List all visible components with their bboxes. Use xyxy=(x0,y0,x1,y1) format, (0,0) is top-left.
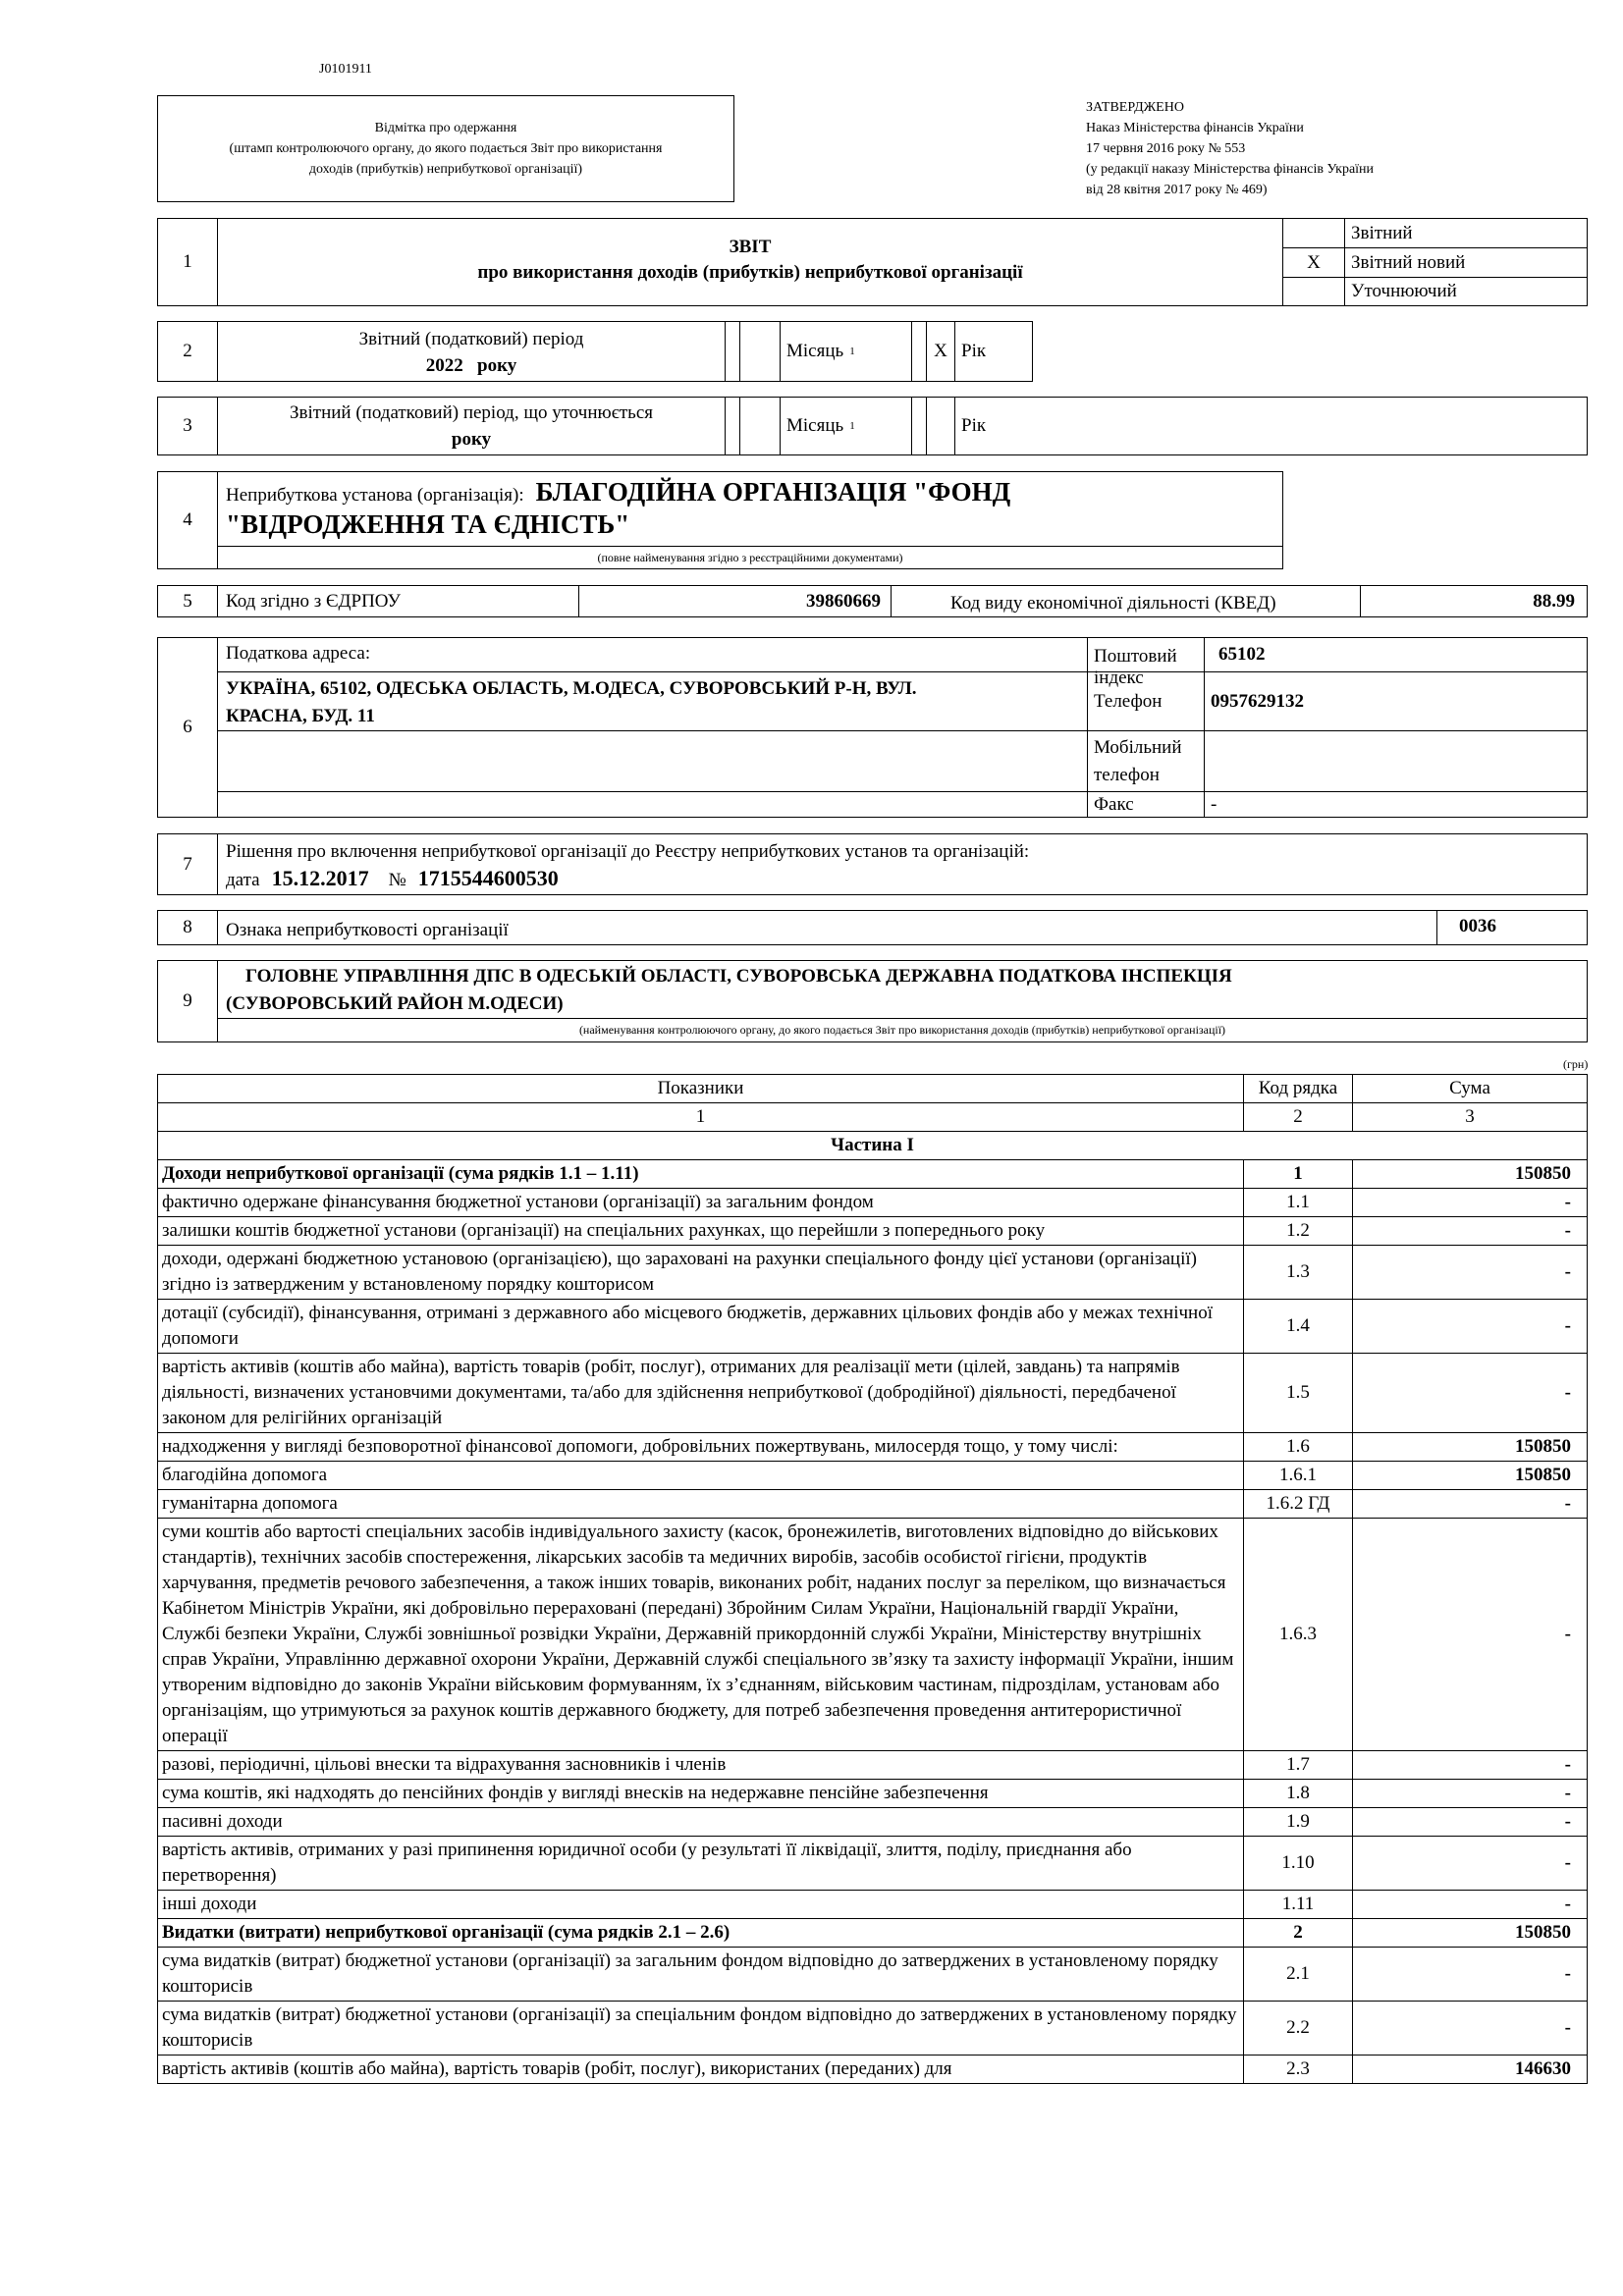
row-code: 1.9 xyxy=(1244,1808,1353,1837)
row-4-num: 4 xyxy=(157,471,218,569)
row-sum: 150850 xyxy=(1353,1433,1588,1462)
row-code: 1.7 xyxy=(1244,1751,1353,1780)
period-year: 2022 xyxy=(425,355,463,376)
table-row xyxy=(158,1246,1588,1300)
row-indicator: пасивні доходи xyxy=(158,1808,1244,1837)
part-title: Частина І xyxy=(158,1132,1588,1160)
org-note: (повне найменування згідно з реєстраційними документами) xyxy=(217,546,1283,569)
row-1-num: 1 xyxy=(157,218,218,306)
kved-label: Код виду економічної діяльності (КВЕД) xyxy=(891,585,1361,617)
correction-month-label-cell xyxy=(780,397,912,455)
postal-value: 65102 xyxy=(1204,637,1588,672)
type-mark-3[interactable] xyxy=(1282,277,1345,306)
row-code: 2.2 xyxy=(1244,2002,1353,2056)
table-part-row xyxy=(158,1132,1588,1160)
row-sum: - xyxy=(1353,1246,1588,1300)
table-row xyxy=(158,1433,1588,1462)
row-indicator: інші доходи xyxy=(158,1891,1244,1919)
report-title: ЗВІТ xyxy=(729,237,772,257)
table-row xyxy=(158,1189,1588,1217)
row-indicator: дотації (субсидії), фінансування, отримані з державного або місцевого бюджетів, державних цільових фондів або у межах технічної допомоги xyxy=(158,1300,1244,1354)
row-indicator: сума видатків (витрат) бюджетної установи (організації) за спеціальним фондом відповідно до затверджених в установленому порядку кошторисів xyxy=(158,2002,1244,2056)
table-row xyxy=(158,1919,1588,1948)
row-indicator: сума коштів, які надходять до пенсійних фондів у вигляді внесків на недержавне пенсійне забезпечення xyxy=(158,1780,1244,1808)
row-sum: - xyxy=(1353,1490,1588,1519)
row-code: 1.3 xyxy=(1244,1246,1353,1300)
row-sum: - xyxy=(1353,1189,1588,1217)
table-row xyxy=(158,1891,1588,1919)
row-code: 1.6.3 xyxy=(1244,1519,1353,1751)
correction-period-label: Звітний (податковий) період, що уточнюється xyxy=(290,402,653,423)
row-indicator: вартість активів (коштів або майна), вартість товарів (робіт, послуг), використаних (переданих) для xyxy=(158,2056,1244,2084)
row-sum: - xyxy=(1353,1808,1588,1837)
mobile-label-line2: телефон xyxy=(1094,765,1160,785)
table-row xyxy=(158,1780,1588,1808)
row-code: 1.11 xyxy=(1244,1891,1353,1919)
edrpou-label: Код згідно з ЄДРПОУ xyxy=(217,585,579,617)
mobile-label-cell xyxy=(1087,730,1205,792)
address-line2: КРАСНА, БУД. 11 xyxy=(226,706,375,726)
form-code: J0101911 xyxy=(319,62,372,77)
registry-label: Рішення про включення неприбуткової організації до Реєстру неприбуткових установ та організацій: xyxy=(226,841,1030,862)
table-row xyxy=(158,1462,1588,1490)
nonprofit-value: 0036 xyxy=(1436,910,1588,945)
row-code: 1.5 xyxy=(1244,1354,1353,1433)
table-row xyxy=(158,1217,1588,1246)
table-row xyxy=(158,1300,1588,1354)
row-sum: 150850 xyxy=(1353,1462,1588,1490)
row-2-num: 2 xyxy=(157,321,218,382)
address-blank-1 xyxy=(217,730,1088,792)
row-sum: - xyxy=(1353,1780,1588,1808)
table-row xyxy=(158,2002,1588,2056)
org-name-line1: БЛАГОДІЙНА ОРГАНІЗАЦІЯ "ФОНД xyxy=(535,477,1011,507)
org-label: Неприбуткова установа (організація): xyxy=(226,485,524,506)
registry-cell xyxy=(217,833,1588,895)
row-sum: 150850 xyxy=(1353,1919,1588,1948)
row-code: 2.3 xyxy=(1244,2056,1353,2084)
type-label-2: Звітний новий xyxy=(1344,247,1588,278)
row-code: 1.10 xyxy=(1244,1837,1353,1891)
correction-sep xyxy=(725,397,740,455)
row-sum: - xyxy=(1353,1891,1588,1919)
type-label-3: Уточнюючий xyxy=(1344,277,1588,306)
row-code: 2 xyxy=(1244,1919,1353,1948)
postal-label: Поштовий індекс xyxy=(1087,637,1205,672)
table-row xyxy=(158,1160,1588,1189)
approved-line2: Наказ Міністерства фінансів України xyxy=(1086,121,1304,135)
indicators-table xyxy=(157,1074,1588,2084)
org-name-line2: "ВІДРОДЖЕННЯ ТА ЄДНІСТЬ" xyxy=(226,509,630,539)
table-header-num-row xyxy=(158,1103,1588,1132)
header-num-3: 3 xyxy=(1353,1103,1588,1132)
table-row xyxy=(158,1354,1588,1433)
table-row xyxy=(158,1837,1588,1891)
table-row xyxy=(158,1519,1588,1751)
row-5-num: 5 xyxy=(157,585,218,617)
month-box[interactable] xyxy=(739,321,781,382)
row-code: 1.1 xyxy=(1244,1189,1353,1217)
stamp-line1: Відмітка про одержання xyxy=(374,121,517,135)
row-indicator: разові, періодичні, цільові внески та відрахування засновників і членів xyxy=(158,1751,1244,1780)
row-code: 1.8 xyxy=(1244,1780,1353,1808)
period-cell xyxy=(217,321,726,382)
edrpou-value: 39860669 xyxy=(578,585,892,617)
row-indicator: доходи, одержані бюджетною установою (організацією), що зараховані на рахунки спеціального фонду цієї установи (організації) згідно із затвердженим у встановленому порядку кошторисом xyxy=(158,1246,1244,1300)
report-subtitle: про використання доходів (прибутків) неприбуткової організації xyxy=(477,262,1023,283)
period-label: Звітний (податковий) період xyxy=(358,329,584,349)
row-sum: - xyxy=(1353,1300,1588,1354)
kved-value: 88.99 xyxy=(1360,585,1588,617)
approved-line4: (у редакції наказу Міністерства фінансів України xyxy=(1086,162,1375,177)
period-year-suffix: року xyxy=(477,355,517,376)
row-indicator: фактично одержане фінансування бюджетної установи (організації) за загальним фондом xyxy=(158,1189,1244,1217)
stamp-line3: доходів (прибутків) неприбуткової організації) xyxy=(308,162,583,177)
tax-office-line2: (СУВОРОВСЬКИЙ РАЙОН М.ОДЕСИ) xyxy=(226,993,564,1014)
row-indicator: гуманітарна допомога xyxy=(158,1490,1244,1519)
registry-date-label: дата xyxy=(226,870,260,890)
tax-office-note: (найменування контролюючого органу, до якого подається Звіт про використання доходів (прибутків) неприбуткової організації) xyxy=(217,1018,1588,1042)
correction-month-label: Місяць xyxy=(786,415,844,436)
row-sum: - xyxy=(1353,1354,1588,1433)
header-num-1: 1 xyxy=(158,1103,1244,1132)
month-label: Місяць xyxy=(786,341,844,361)
row-code: 2.1 xyxy=(1244,1948,1353,2002)
month-sup: 1 xyxy=(849,346,855,357)
org-name-cell xyxy=(217,471,1283,547)
row-sum: - xyxy=(1353,1751,1588,1780)
nonprofit-label: Ознака неприбутковості організації xyxy=(217,910,1437,945)
table-row xyxy=(158,1751,1588,1780)
year-label: Рік xyxy=(954,321,1033,382)
row-indicator: вартість активів (коштів або майна), вартість товарів (робіт, послуг), отриманих для реалізації мети (цілей, завдань) та напрямів діяльності, визначених установчими документами, та/або для здійснення неприбуткової (добродійної) діяльності, передбаченої законом для релігійних організацій xyxy=(158,1354,1244,1433)
row-8-num: 8 xyxy=(157,910,218,945)
type-label-1: Звітний xyxy=(1344,218,1588,248)
approved-block xyxy=(1086,97,1374,200)
row-sum: 146630 xyxy=(1353,2056,1588,2084)
correction-month-sup: 1 xyxy=(849,420,855,432)
report-title-cell xyxy=(217,218,1283,306)
header-indicators: Показники xyxy=(158,1075,1244,1103)
row-indicator: сума видатків (витрат) бюджетної установи (організації) за загальним фондом відповідно до затверджених в установленому порядку кошторисів xyxy=(158,1948,1244,2002)
registry-no-label: № xyxy=(388,870,406,890)
mobile-value xyxy=(1204,730,1588,792)
table-row xyxy=(158,2056,1588,2084)
row-indicator: благодійна допомога xyxy=(158,1462,1244,1490)
address-blank-2 xyxy=(217,791,1088,818)
header-num-2: 2 xyxy=(1244,1103,1353,1132)
row-code: 1.6.2 ГД xyxy=(1244,1490,1353,1519)
fax-label: Факс xyxy=(1087,791,1205,818)
row-sum: 150850 xyxy=(1353,1160,1588,1189)
row-indicator: надходження у вигляді безповоротної фінансової допомоги, добровільних пожертвувань, милосердя тощо, у тому числі: xyxy=(158,1433,1244,1462)
type-mark-2[interactable]: X xyxy=(1282,247,1345,278)
row-code: 1.6 xyxy=(1244,1433,1353,1462)
table-row xyxy=(158,1808,1588,1837)
row-3-num: 3 xyxy=(157,397,218,455)
phone-value: 0957629132 xyxy=(1204,671,1588,731)
period-sep xyxy=(725,321,740,382)
phone-label: Телефон xyxy=(1087,671,1205,731)
row-code: 1.4 xyxy=(1244,1300,1353,1354)
correction-year-suffix: року xyxy=(451,429,492,450)
table-row xyxy=(158,1490,1588,1519)
month-label-cell xyxy=(780,321,912,382)
registry-date: 15.12.2017 xyxy=(271,866,369,890)
row-sum: - xyxy=(1353,2002,1588,2056)
row-indicator: суми коштів або вартості спеціальних засобів індивідуального захисту (касок, бронежилетів, виготовлених відповідно до військових стандартів), технічних засобів спостереження, лікарських засобів та медичних виробів, засобів особистої гігієни, продуктів харчування, предметів речового забезпечення, а також інших товарів, виконаних робіт, наданих послуг за переліком, що визначається Кабінетом Міністрів України, які добровільно перераховані (передані) Збройним Силам України, Національній гвардії України, Службі безпеки України, Службі зовнішньої розвідки України, Державній прикордонній службі України, Міністерству внутрішніх справ України, Управлінню державної охорони України, Державній службі спеціального зв’язку та захисту інформації України, іншим утвореним відповідно до законів України військовим формуванням, їх з’єднанням, військовим частинам, підрозділам, установам або організаціям, що утримуються за рахунок коштів державного бюджету, для потреб забезпечення проведення антитерористичної операції xyxy=(158,1519,1244,1751)
address-label: Податкова адреса: xyxy=(217,637,1088,672)
tax-office-cell xyxy=(217,960,1588,1019)
table-row xyxy=(158,1948,1588,2002)
fax-value: - xyxy=(1204,791,1588,818)
address-cell xyxy=(217,671,1088,731)
approved-line1: ЗАТВЕРДЖЕНО xyxy=(1086,100,1184,115)
approved-line5: від 28 квітня 2017 року № 469) xyxy=(1086,183,1268,197)
row-9-num: 9 xyxy=(157,960,218,1042)
row-code: 1.2 xyxy=(1244,1217,1353,1246)
row-indicator: Видатки (витрати) неприбуткової організації (сума рядків 2.1 – 2.6) xyxy=(158,1919,1244,1948)
type-mark-1[interactable] xyxy=(1282,218,1345,248)
row-sum: - xyxy=(1353,1837,1588,1891)
header-code: Код рядка xyxy=(1244,1075,1353,1103)
row-sum: - xyxy=(1353,1948,1588,2002)
year-mark[interactable]: X xyxy=(926,321,955,382)
address-line1: УКРАЇНА, 65102, ОДЕСЬКА ОБЛАСТЬ, М.ОДЕСА, СУВОРОВСЬКИЙ Р-Н, ВУЛ. xyxy=(226,678,917,699)
correction-year-box[interactable] xyxy=(926,397,955,455)
row-7-num: 7 xyxy=(157,833,218,895)
row-code: 1.6.1 xyxy=(1244,1462,1353,1490)
row-indicator: вартість активів, отриманих у разі припинення юридичної особи (у результаті її ліквідації, злиття, поділу, приєднання або перетворення) xyxy=(158,1837,1244,1891)
row-6-num: 6 xyxy=(157,637,218,818)
currency-note: (грн) xyxy=(1563,1057,1589,1071)
approved-line3: 17 червня 2016 року № 553 xyxy=(1086,141,1246,156)
correction-year-label: Рік xyxy=(954,397,1588,455)
table-header-row xyxy=(158,1075,1588,1103)
tax-office-line1: ГОЛОВНЕ УПРАВЛІННЯ ДПС В ОДЕСЬКІЙ ОБЛАСТІ, СУВОРОВСЬКА ДЕРЖАВНА ПОДАТКОВА ІНСПЕКЦІЯ xyxy=(245,966,1232,987)
correction-sep-2 xyxy=(911,397,927,455)
mobile-label-line1: Мобільний xyxy=(1094,737,1182,758)
stamp-box xyxy=(157,95,734,202)
correction-month-box[interactable] xyxy=(739,397,781,455)
row-sum: - xyxy=(1353,1519,1588,1751)
stamp-line2: (штамп контролюючого органу, до якого подається Звіт про використання xyxy=(229,141,663,156)
row-indicator: залишки коштів бюджетної установи (організації) на спеціальних рахунках, що перейшли з попереднього року xyxy=(158,1217,1244,1246)
header-sum: Сума xyxy=(1353,1075,1588,1103)
row-code: 1 xyxy=(1244,1160,1353,1189)
correction-period-cell xyxy=(217,397,726,455)
row-sum: - xyxy=(1353,1217,1588,1246)
registry-number: 1715544600530 xyxy=(417,866,559,890)
period-sep-2 xyxy=(911,321,927,382)
row-indicator: Доходи неприбуткової організації (сума рядків 1.1 – 1.11) xyxy=(158,1160,1244,1189)
